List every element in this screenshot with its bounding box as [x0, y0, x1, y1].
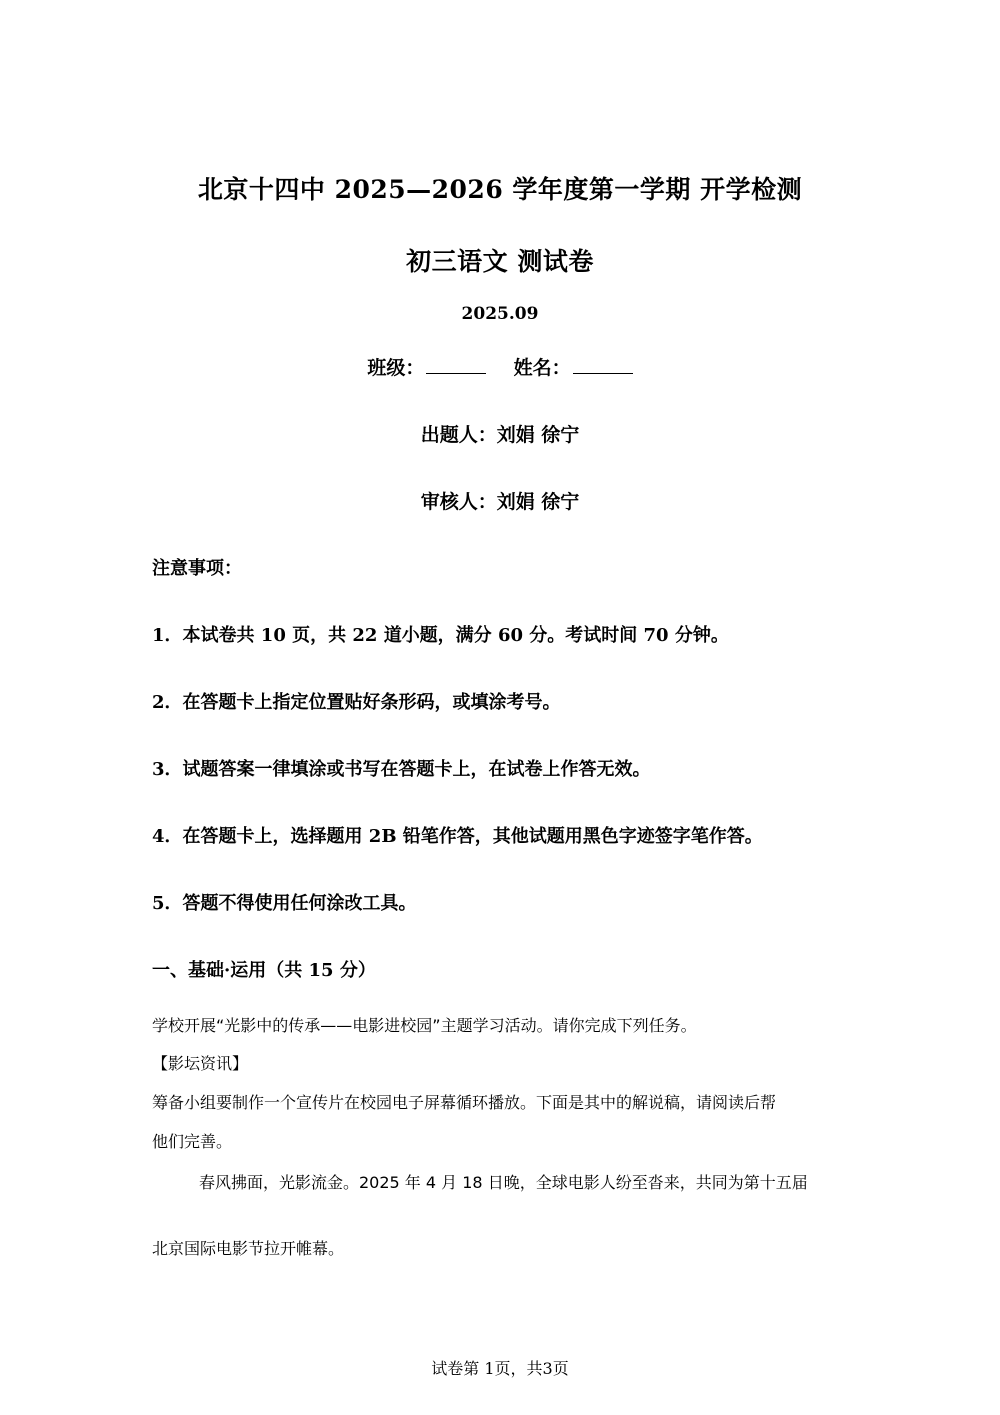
notice-item-4: 4．在答题卡上，选择题用 2B 铅笔作答，其他试题用黑色字迹签字笔作答。 — [152, 826, 763, 847]
passage-line1: 春风拂面，光影流金。2025 年 4 月 18 日晚，全球电影人纷至沓来，共同为第十五届 — [199, 1173, 808, 1192]
task-text-line2: 他们完善。 — [152, 1132, 233, 1151]
class-label: 班级： — [367, 357, 425, 379]
notice-item-5: 5．答题不得使用任何涂改工具。 — [152, 893, 417, 914]
exam-date: 2025.09 — [461, 304, 539, 324]
section-intro: 学校开展“光影中的传承——电影进校园”主题学习活动。请你完成下列任务。 — [152, 1016, 697, 1035]
author-line: 出题人：刘娟 徐宁 — [420, 424, 580, 446]
exam-title-line1: 北京十四中 2025—2026 学年度第一学期 开学检测 — [197, 175, 803, 204]
page-footer: 试卷第 1页，共3页 — [431, 1359, 569, 1378]
subsection-heading: 【影坛资讯】 — [152, 1054, 249, 1073]
student-info-row — [0, 353, 1000, 380]
class-blank — [426, 372, 486, 374]
notice-heading: 注意事项： — [152, 558, 242, 579]
task-text-line1: 筹备小组要制作一个宣传片在校园电子屏幕循环播放。下面是其中的解说稿，请阅读后帮 — [152, 1093, 777, 1112]
name-label: 姓名： — [513, 357, 571, 379]
name-blank — [573, 372, 633, 374]
exam-title-line2: 初三语文 测试卷 — [406, 247, 594, 276]
notice-item-3: 3．试题答案一律填涂或书写在答题卡上，在试卷上作答无效。 — [152, 759, 651, 780]
notice-item-1: 1．本试卷共 10 页，共 22 道小题，满分 60 分。考试时间 70 分钟。 — [152, 625, 729, 646]
passage-line2: 北京国际电影节拉开帷幕。 — [152, 1239, 345, 1258]
reviewer-line: 审核人：刘娟 徐宁 — [420, 491, 580, 513]
section-heading: 一、基础·运用（共 15 分） — [152, 960, 376, 981]
notice-item-2: 2．在答题卡上指定位置贴好条形码，或填涂考号。 — [152, 692, 561, 713]
